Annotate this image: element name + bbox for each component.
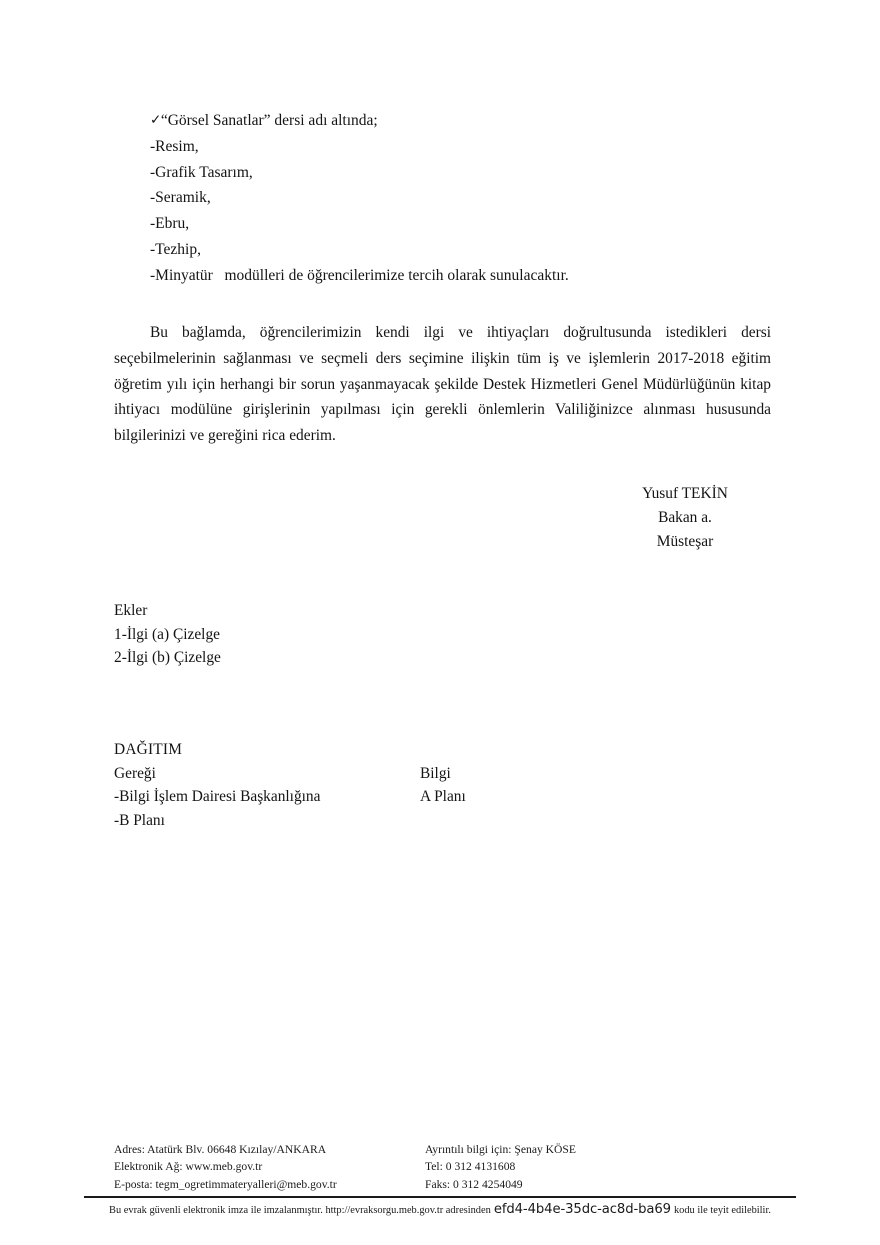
esignature-verification-line [0, 1202, 880, 1218]
esignature-code: efd4-4b4e-35dc-ac8d-ba69 [493, 1202, 671, 1217]
module-list-item: -Resim, [150, 137, 199, 155]
esignature-suffix-text: kodu ile teyit edilebilir. [673, 1205, 771, 1216]
footer-columns [0, 1141, 880, 1193]
attachments-heading: Ekler [114, 602, 148, 619]
module-list-item: -Grafik Tasarım, [150, 163, 253, 181]
distribution-header-row [114, 762, 734, 786]
distribution-heading: DAĞITIM [114, 741, 183, 758]
attachment-item: 1-İlgi (a) Çizelge [114, 625, 220, 643]
body-paragraph: Bu bağlamda, öğrencilerimizin kendi ilgi ve ihtiyaçları doğrultusunda istedikleri dersi seçebilmelerinin sağlanması ve seçmeli ders seçimine ilişkin tüm iş ve işlemlerin 2017-2018 eğitim öğretim yılı için herhangi bir sorun yaşanmayacak şekilde Destek Hizmetleri Genel Müdürlüğünün kitap ihtiyacı modülüne girişlerinin yapılması için gerekli önlemlerin Valiliğinizce alınması hususunda bilgilerinizi ve gereğini rica ederim. [114, 324, 771, 444]
distribution-right-item-empty [420, 809, 734, 833]
distribution-right-header: Bilgi [420, 764, 451, 782]
attachments-block [114, 599, 221, 670]
module-list-item: -Ebru, [150, 215, 190, 233]
footer-phone: Tel: 0 312 4131608 [425, 1160, 516, 1174]
footer-address: Adres: Atatürk Blv. 06648 Kızılay/ANKARA [114, 1143, 327, 1156]
distribution-row [114, 809, 734, 833]
footer-right-column [425, 1141, 880, 1193]
module-list-item: -Minyatür modülleri de öğrencilerimize tercih olarak sunulacaktır. [150, 266, 569, 284]
footer-fax: Faks: 0 312 4254049 [425, 1177, 523, 1191]
footer-email: E-posta: tegm_ogretimmateryalleri@meb.gov.tr [114, 1177, 337, 1191]
footer-website: Elektronik Ağ: www.meb.gov.tr [114, 1160, 263, 1174]
module-list-item: -Seramik, [150, 189, 211, 207]
distribution-row [114, 785, 734, 809]
distribution-left-header: Gereği [114, 764, 156, 782]
esignature-prefix-text: Bu evrak güvenli elektronik imza ile imzalanmıştır. http://evraksorgu.meb.gov.tr adresinden [109, 1205, 491, 1216]
checkmark-icon: ✓ [150, 112, 161, 128]
distribution-left-item: -Bilgi İşlem Dairesi Başkanlığına [114, 788, 321, 805]
module-list-item: -Tezhip, [150, 240, 201, 258]
signatory-title: Müsteşar [656, 533, 714, 550]
attachment-item: 2-İlgi (b) Çizelge [114, 649, 221, 666]
signatory-on-behalf: Bakan a. [658, 509, 712, 526]
footer-contact-block [0, 1141, 880, 1193]
distribution-left-item: -B Planı [114, 811, 165, 829]
signature-block [560, 482, 810, 554]
signatory-name: Yusuf TEKİN [642, 485, 728, 502]
module-list-heading [150, 108, 800, 134]
distribution-right-item: A Planı [420, 788, 466, 805]
footer-left-column [0, 1141, 425, 1193]
module-list [150, 108, 800, 289]
distribution-block [114, 738, 734, 832]
footer-contact-person: Ayrıntılı bilgi için: Şenay KÖSE [425, 1143, 576, 1156]
module-list-heading-text: “Görsel Sanatlar” dersi adı altında; [160, 112, 378, 129]
footer-divider [84, 1196, 796, 1198]
